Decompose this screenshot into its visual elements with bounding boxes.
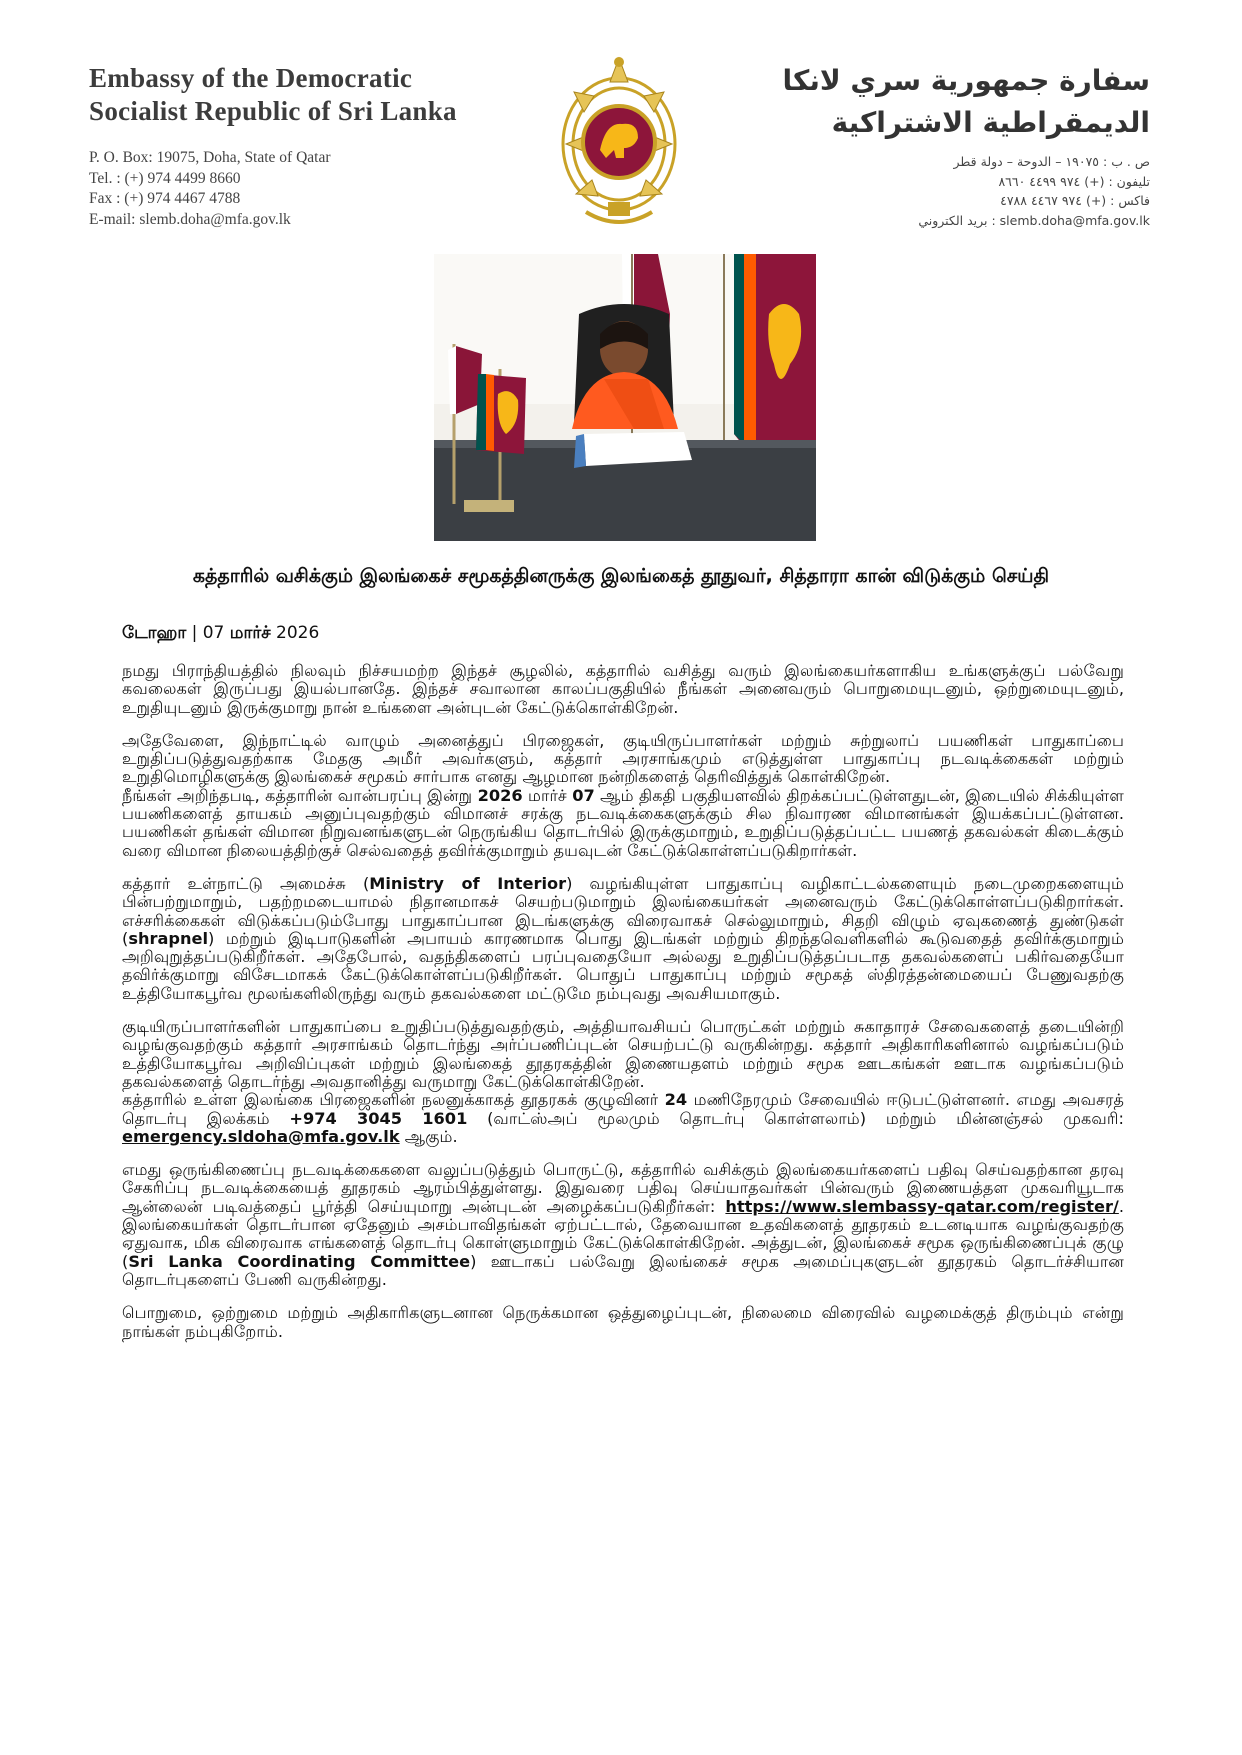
dateline-year: 2026: [270, 623, 320, 643]
letterhead: [0, 0, 1242, 250]
paragraph-5-text-2: . இலங்கையர்கள் தொடர்பான ஏதேனும் அசம்பாவிதங்கள் ஏற்பட்டால், தேவையான உதவிகளைத் தூதரகம் உடனடியாக வழங்குவதற்கு ஏதுவாக, மிக விரைவாக எங்களைத் தொடர்பு கொள்ளுமாறும் கேட்டுக்கொள்கிறேன். அத்துடன், இலங்கைச் சமூக ஒருங்கிணைப்புக் குழு (: [122, 1196, 1124, 1271]
paragraph-2b-text-2: மார்ச்: [522, 785, 573, 805]
ministry-of-interior: Ministry of Interior: [369, 873, 567, 893]
dateline: [122, 623, 319, 645]
sri-lanka-emblem-icon: [558, 52, 680, 230]
email-arabic: slemb.doha@mfa.gov.lk : بريد الكتروني: [918, 212, 1150, 228]
paragraph-3-text-2: ) வழங்கியுள்ள பாதுகாப்பு வழிகாட்டல்களையும் நடைமுறைகளையும் பின்பற்றுமாறும், பதற்றமடையாமல் நிதானமாகச் செயற்படுமாறும் இலங்கையர்கள் அனைவரும் கேட்டுக்கொள்ளப்படுகிறார்கள். எச்சரிக்கைகள் விடுக்கப்படும்போது பாதுகாப்பான இடங்களுக்கு விரைவாகச் செல்லுமாறும், சிதறி விழும் ஏவுகணைத் துண்டுகள் (: [122, 873, 1124, 948]
paragraph-4a: குடியிருப்பாளர்களின் பாதுகாப்பை உறுதிப்படுத்துவதற்கும், அத்தியாவசியப் பொருட்கள் மற்றும் சுகாதாரச் சேவைகளைத் தடையின்றி வழங்குவதற்கும் கத்தார் அரசாங்கம் தொடர்ந்து அர்ப்பணிப்புடன் செயற்பட்டு வருகின்றது. கத்தார் அதிகாரிகளினால் வழங்கப்படும் உத்தியோகபூர்வ அறிவிப்புகள் மற்றும் இலங்கைத் தூதரகத்தின் இணையதளம் மற்றும் சமூக ஊடகங்கள் ஊடாக வழங்கப்படும் தகவல்களைத் தொடர்ந்து அவதானித்து வருமாறு கேட்டுக்கொள்கிறேன்.: [122, 1017, 1124, 1091]
address-arabic: ص . ب : ١٩٠٧٥ – الدوحة – دولة قطر: [953, 154, 1150, 169]
telephone-arabic: تليفون : (+) ٩٧٤ ٤٤٩٩ ٨٦٦٠: [998, 173, 1150, 189]
emergency-phone-number: +974 3045 1601: [289, 1108, 468, 1128]
paragraph-2b-text-1: நீங்கள் அறிந்தபடி, கத்தாரின் வான்பரப்பு இன்று: [122, 785, 478, 805]
paragraph-3-text-3: ) மற்றும் இடிபாடுகளின் அபாயம் காரணமாக பொது இடங்கள் மற்றும் திறந்தவெளிகளில் கூடுவதைத் தவிர்க்குமாறும் அறிவுறுத்தப்படுகிறீர்கள். அதேபோல், வதந்திகளைப் பரப்புவதையோ அல்லது உறுதிப்படுத்தப்படாத தகவல்களைப் பகிர்வதையோ தவிர்க்குமாறு விசேடமாகக் கேட்டுக்கொள்ளப்படுகிறீர்கள். பொதுப் பாதுகாப்பு மற்றும் சமூகத் ஸ்திரத்தன்மையைப் பேணுவதற்கு உத்தியோகபூர்வ மூலங்களிலிருந்து வரும் தகவல்களை மட்டுமே நம்புவது அவசியமாகும்.: [122, 928, 1124, 1003]
contact-block-arabic: [850, 152, 1150, 230]
address-english: P. O. Box: 19075, Doha, State of Qatar: [89, 149, 331, 166]
dateline-month: மார்ச்: [229, 623, 271, 643]
embassy-name-line-1: Embassy of the Democratic: [89, 63, 413, 93]
dateline-place: டோஹா: [122, 623, 187, 643]
paragraph-4b-text-3: (வாட்ஸ்அப் மூலமும் தொடர்பு கொள்ளலாம்) மற்றும் மின்னஞ்சல் முகவரி:: [467, 1108, 1124, 1128]
hours-24: 24: [664, 1090, 688, 1110]
embassy-name-arabic-line-1: سفارة جمهورية سري لانكا: [782, 64, 1150, 97]
sri-lanka-coordinating-committee: Sri Lanka Coordinating Committee: [128, 1251, 471, 1271]
fax-english: Fax : (+) 974 4467 4788: [89, 190, 241, 207]
email-english: E-mail: slemb.doha@mfa.gov.lk: [89, 210, 291, 228]
fax-arabic: فاكس : (+) ٩٧٤ ٤٤٦٧ ٤٧٨٨: [1000, 193, 1150, 208]
paragraph-1: நமது பிராந்தியத்தில் நிலவும் நிச்சயமற்ற இந்தச் சூழலில், கத்தாரில் வசித்து வரும் இலங்கையர்களாகிய உங்களுக்குப் பல்வேறு கவலைகள் இருப்பது இயல்பானதே. இந்தச் சவாலான காலப்பகுதியில் நீங்கள் அனைவரும் பொறுமையுடனும், ஒற்றுமையுடனும், உறுதியுடனும் இருக்குமாறு நான் உங்களை அன்புடன் கேட்டுக்கொள்கிறேன்.: [122, 661, 1124, 717]
dateline-separator-day: | 07: [186, 623, 230, 643]
paragraph-2b-text-3: ஆம் திகதி பகுதியளவில் திறக்கப்பட்டுள்ளதுடன், இடையில் சிக்கியுள்ள பயணிகளைத் தாயகம் அனுப்புவதற்கும் விமானச் சரக்கு நடவடிக்கைகளுக்கும் சில நிவாரண விமானங்கள் இயக்கப்பட்டுள்ளன. பயணிகள் தங்கள் விமான நிறுவனங்களுடன் நெருங்கிய தொடர்பில் இருக்குமாறும், உறுதிப்படுத்தப்பட்ட பயணத் தகவல்கள் கிடைக்கும் வரை விமான நிலையத்திற்குச் செல்வதைத் தவிர்க்குமாறும் தயவுடன் கேட்டுக்கொள்ளப்படுகிறார்கள்.: [122, 785, 1125, 860]
message-title: கத்தாரில் வசிக்கும் இலங்கைச் சமூகத்தினருக்கு இலங்கைத் தூதுவர், சித்தாரா கான் விடுக்கும் செய்தி: [192, 565, 1050, 587]
paragraph-5: [122, 1161, 1124, 1289]
paragraph-3-text-1: கத்தார் உள்நாட்டு அமைச்சு (: [122, 873, 370, 893]
embassy-name-arabic: [750, 60, 1150, 144]
contact-block-english: [89, 148, 331, 230]
registration-url-link[interactable]: https://www.slembassy-qatar.com/register/: [725, 1196, 1119, 1216]
telephone-english: Tel. : (+) 974 4499 8660: [89, 169, 241, 187]
paragraph-5-text-1: எமது ஒருங்கிணைப்பு நடவடிக்கைகளை வலுப்படுத்தும் பொருட்டு, கத்தாரில் வசிக்கும் இலங்கையர்களைப் பதிவு செய்வதற்கான தரவு சேகரிப்பு நடவடிக்கையைத் தூதரகம் ஆரம்பித்துள்ளது. இதுவரை பதிவு செய்யாதவர்கள் பின்வரும் இணையத்தள முகவரியூடாக ஆன்லைன் படிவத்தைப் பூர்த்தி செய்யுமாறு அன்புடன் அழைக்கப்படுகிறீர்கள்:: [122, 1160, 1124, 1216]
embassy-name-english: [89, 62, 457, 128]
paragraph-3: [122, 875, 1124, 1003]
airspace-year: 2026: [477, 785, 523, 805]
ambassador-photo: [434, 254, 816, 541]
embassy-name-line-2: Socialist Republic of Sri Lanka: [89, 96, 457, 126]
paragraph-4b-text-4: ஆகும்.: [399, 1126, 458, 1146]
message-body: [122, 662, 1124, 1356]
embassy-name-arabic-line-2: الديمقراطية الاشتراكية: [831, 106, 1150, 139]
paragraph-6: பொறுமை, ஒற்றுமை மற்றும் அதிகாரிகளுடனான நெருக்கமான ஒத்துழைப்புடன், நிலைமை விரைவில் வழமைக்குத் திரும்பும் என்று நாங்கள் நம்புகிறோம்.: [122, 1303, 1124, 1341]
paragraph-4b-text-1: கத்தாரில் உள்ள இலங்கை பிரஜைகளின் நலனுக்காகத் தூதரகக் குழுவினர்: [122, 1090, 665, 1110]
emergency-email-link[interactable]: emergency.sldoha@mfa.gov.lk: [122, 1126, 400, 1146]
airspace-day: 07: [572, 785, 595, 805]
shrapnel-term: shrapnel: [128, 928, 209, 948]
paragraph-2a: அதேவேளை, இந்நாட்டில் வாழும் அனைத்துப் பிரஜைகள், குடியிருப்பாளர்கள் மற்றும் சுற்றுலாப் பயணிகள் பாதுகாப்பை உறுதிப்படுத்துவதற்காக மேதகு அமீர் அவர்களும், கத்தார் அரசாங்கமும் எடுத்துள்ள பாதுகாப்பு நடவடிக்கைகள் மற்றும் உறுதிமொழிகளுக்கு இலங்கைச் சமூகம் சார்பாக எனது ஆழமான நன்றிகளைத் தெரிவித்துக் கொள்கிறேன்.: [122, 730, 1124, 787]
paragraph-5-text-3: ) ஊடாகப் பல்வேறு இலங்கைச் சமூக அமைப்புகளுடன் தூதரகம் தொடர்ச்சியான தொடர்புகளைப் பேணி வருகின்றது.: [122, 1251, 1124, 1289]
paragraph-2b: [122, 787, 1124, 860]
paragraph-4b-text-2: மணிநேரமும் சேவையில் ஈடுபட்டுள்ளனர். எமது அவசரத் தொடர்பு இலக்கம்: [122, 1090, 1125, 1128]
paragraph-4b: [122, 1091, 1124, 1146]
